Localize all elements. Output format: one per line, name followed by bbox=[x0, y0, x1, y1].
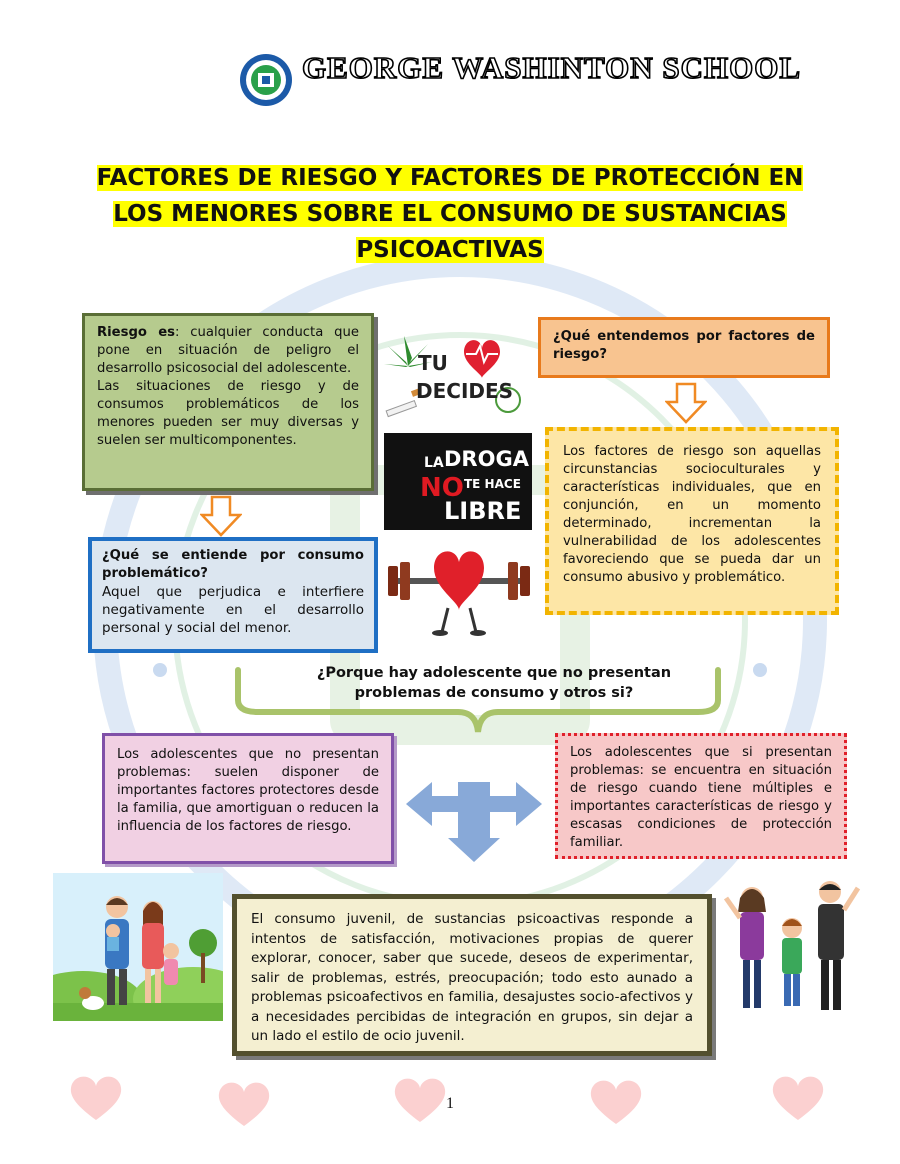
heart-dumbbell-icon bbox=[384, 538, 534, 638]
down-arrow-icon bbox=[200, 495, 242, 537]
factores-riesgo-definition-box bbox=[545, 427, 839, 615]
title-line-1: FACTORES DE RIESGO Y FACTORES DE PROTECCIÓN EN bbox=[96, 165, 804, 191]
droga-libre: LIBRE bbox=[444, 497, 522, 525]
central-question bbox=[290, 663, 698, 703]
si-presentan-box bbox=[555, 733, 847, 859]
family-illustration bbox=[53, 873, 223, 1021]
down-arrow-icon bbox=[665, 382, 707, 424]
riesgo-definition-box bbox=[82, 313, 374, 491]
factores-riesgo-question: ¿Qué entendemos por factores de riesgo? bbox=[553, 329, 815, 362]
heart-icon bbox=[219, 1083, 269, 1126]
tu-text: TU bbox=[418, 351, 448, 375]
title-line-3: PSICOACTIVAS bbox=[356, 237, 544, 263]
central-question-line-1: ¿Porque hay adolescente que no presentan bbox=[316, 665, 672, 681]
heart-icon bbox=[773, 1077, 823, 1120]
arguing-family-illustration bbox=[722, 876, 862, 1016]
heart-icon bbox=[71, 1077, 121, 1120]
heart-icon bbox=[395, 1079, 445, 1122]
consumo-problematico-answer: Aquel que perjudica e interfiere negativamente en el desarrollo personal y social del menor. bbox=[102, 584, 364, 636]
riesgo-label: Riesgo es bbox=[97, 325, 175, 340]
si-presentan-text: Los adolescentes que si presentan problemas: se encuentra en situación de riesgo cuando tiene múltiples e importantes características de riesgo y escasas condiciones de protección familiar. bbox=[570, 745, 832, 850]
droga-no: NO bbox=[420, 473, 464, 503]
droga-no-libre-image bbox=[384, 433, 532, 530]
droga-la: LA bbox=[424, 455, 444, 471]
decides-text: DECIDES bbox=[416, 379, 514, 403]
central-question-line-2: problemas de consumo y otros si? bbox=[354, 685, 634, 701]
consumo-juvenil-box bbox=[232, 894, 712, 1056]
heart-icon bbox=[464, 340, 500, 378]
heart-icon bbox=[591, 1081, 641, 1124]
cross-arrow-icon bbox=[402, 776, 546, 866]
riesgo-text-2: Las situaciones de riesgo y de consumos problemáticos de los menores pueden ser muy diversas y suelen ser multicomponentes. bbox=[97, 379, 359, 448]
no-presentan-box bbox=[102, 733, 394, 864]
consumo-problematico-box bbox=[88, 537, 378, 653]
page-number: 1 bbox=[446, 1095, 454, 1112]
page-title bbox=[50, 160, 850, 268]
no-presentan-text: Los adolescentes que no presentan problemas: suelen disponer de importantes factores protectores desde la familia, que amortiguan o reducen la influencia de los factores de riesgo. bbox=[117, 747, 379, 834]
riesgo-text-1: : cualquier conducta que pone en situación de peligro el desarrollo psicosocial del adolescente. bbox=[97, 325, 359, 376]
school-name: GEORGE WASHINTON SCHOOL bbox=[302, 50, 802, 85]
droga-te-hace: TE HACE bbox=[464, 477, 521, 491]
school-logo-icon bbox=[238, 52, 294, 108]
title-line-2: LOS MENORES SOBRE EL CONSUMO DE SUSTANCIAS bbox=[113, 201, 787, 227]
consumo-problematico-question: ¿Qué se entiende por consumo problemático? bbox=[102, 548, 364, 581]
tu-decides-image bbox=[380, 318, 530, 430]
droga-droga: DROGA bbox=[444, 447, 529, 471]
factores-riesgo-question-box bbox=[538, 317, 830, 378]
consumo-juvenil-text: El consumo juvenil, de sustancias psicoactivas responde a intentos de satisfacción, motivaciones propias de querer explorar, conocer, saber que sucede, deseos de experimentar, salir de problemas, estrés, preocupación; todo esto aunado a problemas psicoafectivos en familia, desajustes socio-afectivos y a necesidades percibidas de integración en grupos, sin dejar a un lado el estilo de ocio juvenil. bbox=[251, 911, 693, 1044]
factores-riesgo-answer: Los factores de riesgo son aquellas circunstancias socioculturales y características individuales, que en conjunción, en un momento determinado, incrementan la vulnerabilidad de los adolescentes favoreciendo que se pueda dar un consumo abusivo y problemático. bbox=[563, 444, 821, 585]
